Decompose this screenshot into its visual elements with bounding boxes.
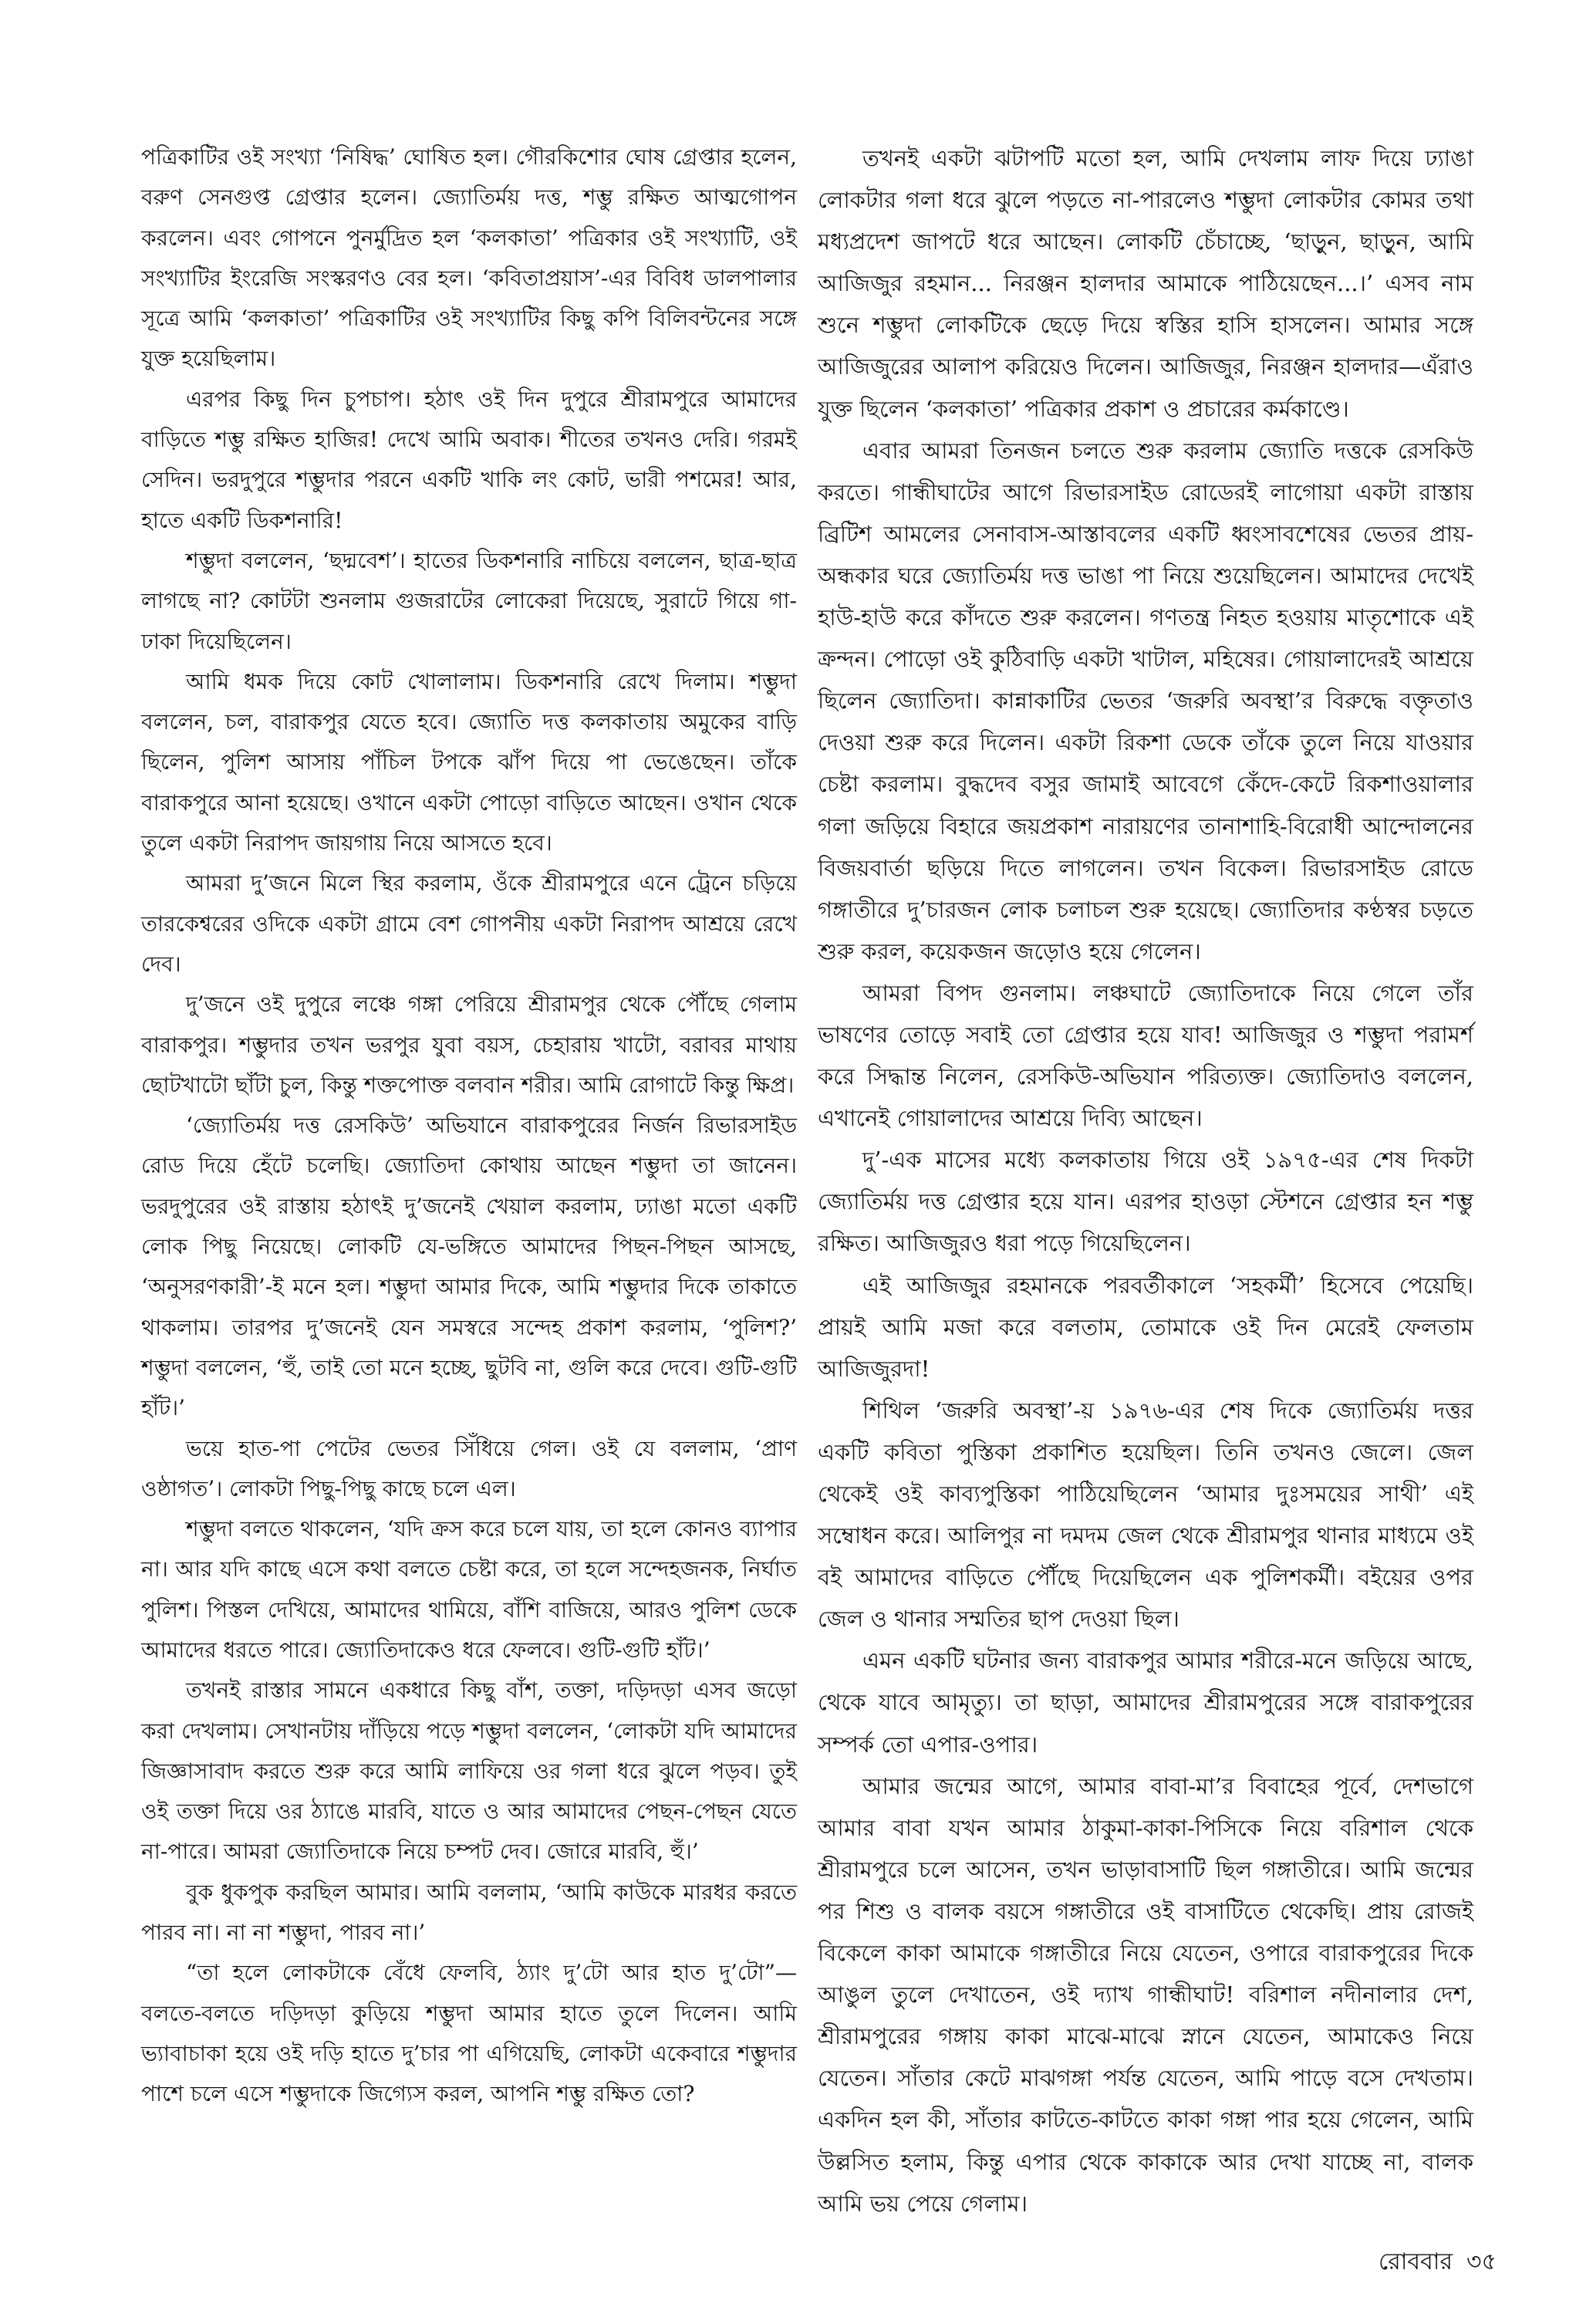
right-paragraph-3: আমরা বিপদ গুনলাম। লঞ্চঘাটে জ্যোতিদাকে নিয়ে গেলে তাঁর ভাষণের তোড়ে সবাই তো গ্রেপ্তার হয়ে যাব! আজিজুর ও শম্ভুদা পরামর্শ করে সিদ্ধান্ত নিলেন, রেসকিউ-অভিযান পরিত্যক্ত। জ্যোতিদাও বললেন, এখানেই গোয়ালাদের আশ্রয়ে দিব্যি আছেন। (818, 979, 1473, 1132)
left-paragraph-7: ‘জ্যোতির্ময় দত্ত রেসকিউ’ অভিযানে বারাকপুরের নির্জন রিভারসাইড রোড দিয়ে হেঁটে চলেছি। জ্যোতিদা কোথায় আছেন শম্ভুদা তা জানেন। ভরদুপুরের ওই রাস্তায় হঠাৎই দু’জনেই খেয়াল করলাম, ঢ্যাঙা মতো একটি লোক পিছু নিয়েছে। লোকটি যে-ভঙ্গিতে আমাদের পিছন-পিছন আসছে, ‘অনুসরণকারী’-ই মনে হল। শম্ভুদা আমার দিকে, আমি শম্ভুদার দিকে তাকাতে থাকলাম। তারপর দু’জনেই যেন সমস্বরে সন্দেহ প্রকাশ করলাম, ‘পুলিশ?’ শম্ভুদা বললেন, ‘হুঁ, তাই তো মনে হচ্ছে, ছুটবি না, গুলি করে দেবে। গুটি-গুটি হাঁট।’ (141, 1113, 797, 1421)
left-paragraph-1: পত্রিকাটির ওই সংখ্যা ‘নিষিদ্ধ’ ঘোষিত হল। গৌরকিশোর ঘোষ গ্রেপ্তার হলেন, বরুণ সেনগুপ্ত গ্রেপ্তার হলেন। জ্যোতির্ময় দত্ত, শম্ভু রক্ষিত আত্মগোপন করলেন। এবং গোপনে পুনর্মুদ্রিত হল ‘কলকাতা’ পত্রিকার ওই সংখ্যাটি, ওই সংখ্যাটির ইংরেজি সংস্করণও বের হল। ‘কবিতাপ্রয়াস’-এর বিবিধ ডালপালার সূত্রে আমি ‘কলকাতা’ পত্রিকাটির ওই সংখ্যাটির কিছু কপি বিলিবন্টনের সঙ্গে যুক্ত হয়েছিলাম। (141, 144, 797, 372)
left-paragraph-4: আমি ধমক দিয়ে কোট খোলালাম। ডিকশনারি রেখে দিলাম। শম্ভুদা বললেন, চল, বারাকপুর যেতে হবে। জ্যোতি দত্ত কলকাতায় অমুকের বাড়ি ছিলেন, পুলিশ আসায় পাঁচিল টপকে ঝাঁপ দিয়ে পা ভেঙেছেন। তাঁকে বারাকপুরে আনা হয়েছে। ওখানে একটা পোড়ো বাড়িতে আছেন। ওখান থেকে তুলে একটা নিরাপদ জায়গায় নিয়ে আসতে হবে। (141, 668, 797, 856)
right-paragraph-7: এমন একটি ঘটনার জন্য বারাকপুর আমার শরীরে-মনে জড়িয়ে আছে, থেকে যাবে আমৃত্যু। তা ছাড়া, আমাদের শ্রীরামপুরের সঙ্গে বারাকপুরের সম্পর্ক তো এপার-ওপার। (818, 1647, 1473, 1758)
page-number: ৩৫ (1466, 2248, 1497, 2275)
page-footer (1311, 2247, 1497, 2278)
right-paragraph-1: তখনই একটা ঝটাপটি মতো হল, আমি দেখলাম লাফ দিয়ে ঢ্যাঙা লোকটার গলা ধরে ঝুলে পড়তে না-পারলেও শম্ভুদা লোকটার কোমর তথা মধ্যপ্রদেশ জাপটে ধরে আছেন। লোকটি চেঁচাচ্ছে, ‘ছাড়ুন, ছাড়ুন, আমি আজিজুর রহমান... নিরঞ্জন হালদার আমাকে পাঠিয়েছেন...।’ এসব নাম শুনে শম্ভুদা লোকটিকে ছেড়ে দিয়ে স্বস্তির হাসি হাসলেন। আমার সঙ্গে আজিজুরের আলাপ করিয়েও দিলেন। আজিজুর, নিরঞ্জন হালদার—এঁরাও যুক্ত ছিলেন ‘কলকাতা’ পত্রিকার প্রকাশ ও প্রচারের কর্মকাণ্ডে। (818, 145, 1473, 422)
left-paragraph-10: তখনই রাস্তার সামনে একধারে কিছু বাঁশ, তক্তা, দড়িদড়া এসব জড়ো করা দেখলাম। সেখানটায় দাঁড়িয়ে পড়ে শম্ভুদা বললেন, ‘লোকটা যদি আমাদের জিজ্ঞাসাবাদ করতে শুরু করে আমি লাফিয়ে ওর গলা ধরে ঝুলে পড়ব। তুই ওই তক্তা দিয়ে ওর ঠ্যাঙে মারবি, যাতে ও আর আমাদের পেছন-পেছন যেতে না-পারে। আমরা জ্যোতিদাকে নিয়ে চম্পট দেব। জোরে মারবি, হুঁ।’ (141, 1677, 797, 1865)
left-paragraph-6: দু’জনে ওই দুপুরে লঞ্চে গঙ্গা পেরিয়ে শ্রীরামপুর থেকে পৌঁছে গেলাম বারাকপুর। শম্ভুদার তখন ভরপুর যুবা বয়স, চেহারায় খাটো, বরাবর মাথায় ছোটখাটো ছাঁটা চুল, কিন্তু শক্তপোক্ত বলবান শরীর। আমি রোগাটে কিন্তু ক্ষিপ্র। (141, 991, 797, 1098)
left-paragraph-9: শম্ভুদা বলতে থাকলেন, ‘যদি ক্রস করে চলে যায়, তা হলে কোনও ব্যাপার না। আর যদি কাছে এসে কথা বলতে চেষ্টা করে, তা হলে সন্দেহজনক, নির্ঘাত পুলিশ। পিস্তল দেখিয়ে, আমাদের থামিয়ে, বাঁশি বাজিয়ে, আরও পুলিশ ডেকে আমাদের ধরতে পারে। জ্যোতিদাকেও ধরে ফেলবে। গুটি-গুটি হাঁট।’ (141, 1516, 797, 1663)
right-column (818, 137, 1473, 2224)
right-paragraph-5: এই আজিজুর রহমানকে পরবর্তীকালে ‘সহকর্মী’ হিসেবে পেয়েছি। প্রায়ই আমি মজা করে বলতাম, তোমাকে ওই দিন মেরেই ফেলতাম আজিজুরদা! (818, 1272, 1473, 1382)
left-paragraph-8: ভয়ে হাত-পা পেটের ভেতর সিঁধিয়ে গেল। ওই যে বললাম, ‘প্রাণ ওষ্ঠাগত’। লোকটা পিছু-পিছু কাছে চলে এল। (141, 1435, 797, 1501)
left-paragraph-2: এরপর কিছু দিন চুপচাপ। হঠাৎ ওই দিন দুপুরে শ্রীরামপুরে আমাদের বাড়িতে শম্ভু রক্ষিত হাজির! দেখে আমি অবাক। শীতের তখনও দেরি। গরমই সেদিন। ভরদুপুরে শম্ভুদার পরনে একটি খাকি লং কোট, ভারী পশমের! আর, হাতে একটি ডিকশনারি! (141, 386, 797, 533)
right-paragraph-4: দু’-এক মাসের মধ্যে কলকাতায় গিয়ে ওই ১৯৭৫-এর শেষ দিকটা জ্যোতির্ময় দত্ত গ্রেপ্তার হয়ে যান। এরপর হাওড়া স্টেশনে গ্রেপ্তার হন শম্ভু রক্ষিত। আজিজুরও ধরা পড়ে গিয়েছিলেন। (818, 1147, 1473, 1257)
left-paragraph-11: বুক ধুকপুক করছিল আমার। আমি বললাম, ‘আমি কাউকে মারধর করতে পারব না। না না শম্ভুদা, পারব না।’ (141, 1879, 797, 1946)
publication-name: রোববার (1379, 2248, 1453, 2275)
left-paragraph-12: “তা হলে লোকটাকে বেঁধে ফেলবি, ঠ্যাং দু’টো আর হাত দু’টো”—বলতে-বলতে দড়িদড়া কুড়িয়ে শম্ভুদা আমার হাতে তুলে দিলেন। আমি ভ্যাবাচাকা হয়ে ওই দড়ি হাতে দু’চার পা এগিয়েছি, লোকটা একেবারে শম্ভুদার পাশে চলে এসে শম্ভুদাকে জিগ্যেস করল, আপনি শম্ভু রক্ষিত তো? (141, 1960, 797, 2107)
right-paragraph-8: আমার জন্মের আগে, আমার বাবা-মা’র বিবাহের পূর্বে, দেশভাগে আমার বাবা যখন আমার ঠাকুমা-কাকা-পিসিকে নিয়ে বরিশাল থেকে শ্রীরামপুরে চলে আসেন, তখন ভাড়াবাসাটি ছিল গঙ্গাতীরে। আমি জন্মের পর শিশু ও বালক বয়সে গঙ্গাতীরে ওই বাসাটিতে থেকেছি। প্রায় রোজই বিকেলে কাকা আমাকে গঙ্গাতীরে নিয়ে যেতেন, ওপারে বারাকপুরের দিকে আঙুল তুলে দেখাতেন, ওই দ্যাখ গান্ধীঘাট! বরিশাল নদীনালার দেশ, শ্রীরামপুরের গঙ্গায় কাকা মাঝে-মাঝে স্নানে যেতেন, আমাকেও নিয়ে যেতেন। সাঁতার কেটে মাঝগঙ্গা পর্যন্ত যেতেন, আমি পাড়ে বসে দেখতাম। একদিন হল কী, সাঁতার কাটতে-কাটতে কাকা গঙ্গা পার হয়ে গেলেন, আমি উল্লসিত হলাম, কিন্তু এপার থেকে কাকাকে আর দেখা যাচ্ছে না, বালক আমি ভয় পেয়ে গেলাম। (818, 1772, 1473, 2217)
left-column (141, 137, 797, 2115)
left-paragraph-3: শম্ভুদা বললেন, ‘ছদ্মবেশ’। হাতের ডিকশনারি নাচিয়ে বললেন, ছাত্র-ছাত্র লাগছে না? কোটটা শুনলাম গুজরাটের লোকেরা দিয়েছে, সুরাটে গিয়ে গা-ঢাকা দিয়েছিলেন। (141, 547, 797, 654)
right-paragraph-6: শিথিল ‘জরুরি অবস্থা’-য় ১৯৭৬-এর শেষ দিকে জ্যোতির্ময় দত্তর একটি কবিতা পুস্তিকা প্রকাশিত হয়েছিল। তিনি তখনও জেলে। জেল থেকেই ওই কাব্যপুস্তিকা পাঠিয়েছিলেন ‘আমার দুঃসময়ের সাথী’ এই সম্বোধন করে। আলিপুর না দমদম জেল থেকে শ্রীরামপুর থানার মাধ্যমে ওই বই আমাদের বাড়িতে পৌঁছে দিয়েছিলেন এক পুলিশকর্মী। বইয়ের ওপর জেল ও থানার সম্মতির ছাপ দেওয়া ছিল। (818, 1397, 1473, 1633)
left-paragraph-5: আমরা দু’জনে মিলে স্থির করলাম, ওঁকে শ্রীরামপুরে এনে ট্রেনে চড়িয়ে তারকেশ্বরের ওদিকে একটা গ্রামে বেশ গোপনীয় একটা নিরাপদ আশ্রয়ে রেখে দেব। (141, 870, 797, 977)
right-paragraph-2: এবার আমরা তিনজন চলতে শুরু করলাম জ্যোতি দত্তকে রেসকিউ করতে। গান্ধীঘাটের আগে রিভারসাইড রোডেরই লাগোয়া একটা রাস্তায় ব্রিটিশ আমলের সেনাবাস-আস্তাবলের একটি ধ্বংসাবশেষের ভেতর প্রায়-অন্ধকার ঘরে জ্যোতির্ময় দত্ত ভাঙা পা নিয়ে শুয়েছিলেন। আমাদের দেখেই হাউ-হাউ করে কাঁদতে শুরু করলেন। গণতন্ত্র নিহত হওয়ায় মাতৃশোকে এই ক্রন্দন। পোড়ো ওই কুঠিবাড়ি একটা খাটাল, মহিষের। গোয়ালাদেরই আশ্রয়ে ছিলেন জ্যোতিদা। কান্নাকাটির ভেতর ‘জরুরি অবস্থা’র বিরুদ্ধে বক্তৃতাও দেওয়া শুরু করে দিলেন। একটা রিকশা ডেকে তাঁকে তুলে নিয়ে যাওয়ার চেষ্টা করলাম। বুদ্ধদেব বসুর জামাই আবেগে কেঁদে-কেটে রিকশাওয়ালার গলা জড়িয়ে বিহারে জয়প্রকাশ নারায়ণের তানাশাহি-বিরোধী আন্দোলনের বিজয়বার্তা ছড়িয়ে দিতে লাগলেন। তখন বিকেল। রিভারসাইড রোডে গঙ্গাতীরে দু’চারজন লোক চলাচল শুরু হয়েছে। জ্যোতিদার কণ্ঠস্বর চড়তে শুরু করল, কয়েকজন জড়োও হয়ে গেলেন। (818, 437, 1473, 964)
